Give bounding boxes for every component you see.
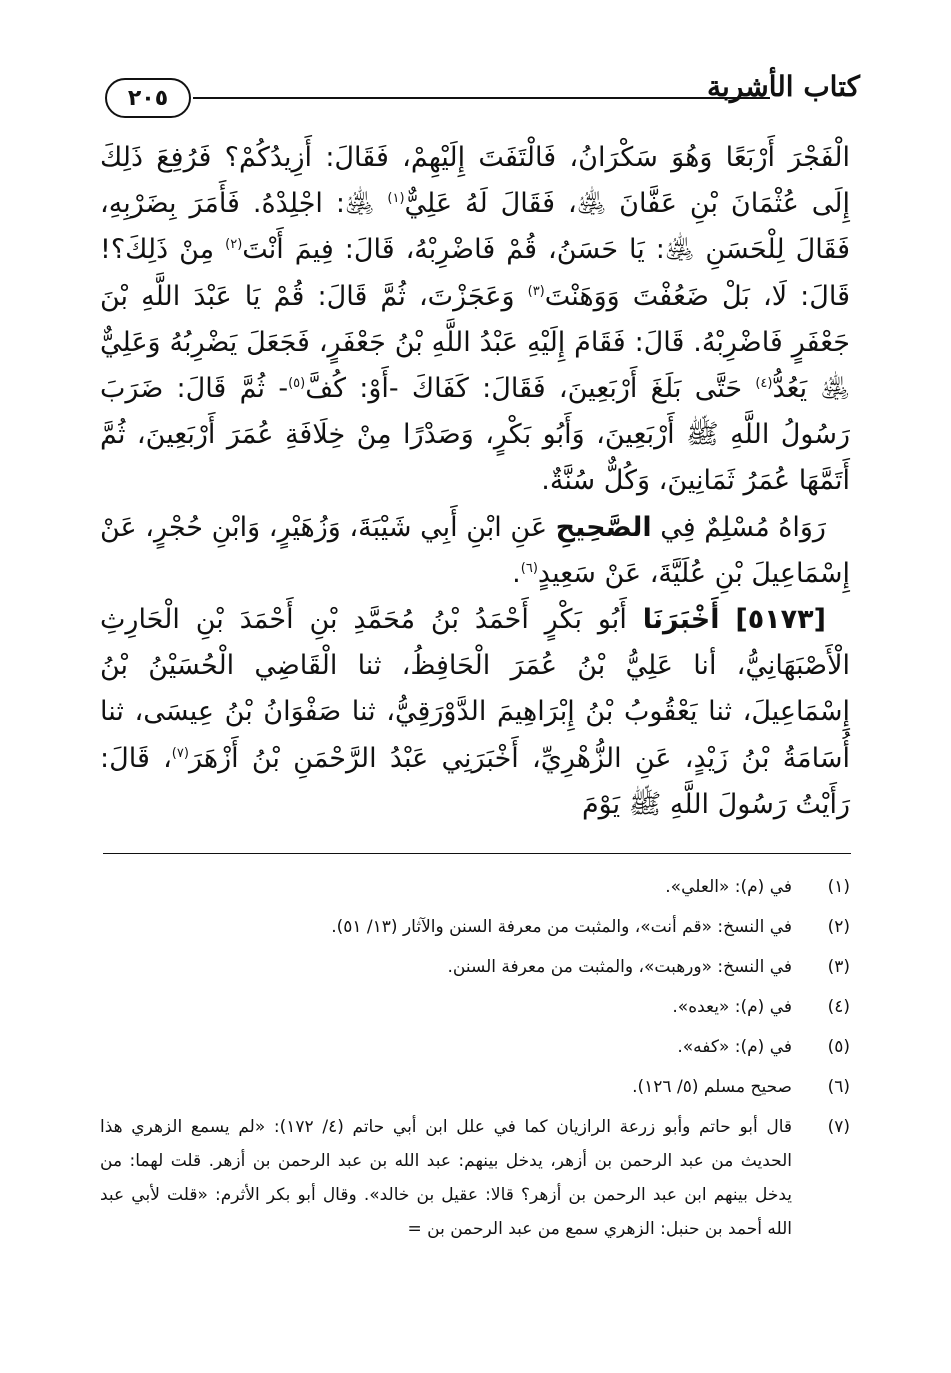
footnote-ref-1[interactable]: (١) xyxy=(387,191,405,207)
footnotes xyxy=(100,870,850,1252)
footnote-text: في (م): «العلي». xyxy=(665,877,792,897)
footnote-number: (٦) xyxy=(827,1077,850,1097)
footnote-item xyxy=(100,1070,850,1104)
footnote-number: (٢) xyxy=(827,917,850,937)
footnote-item xyxy=(100,870,850,904)
paragraph-hadith: [٥١٧٣] أَخْبَرَنَا أَبُو بَكْرٍ أَحْمَدُ بْنُ مُحَمَّدِ بْنِ أَحْمَدَ بْنِ الْحَارِثِ الْأَصْبَهَانِيُّ، أنا عَلِيُّ بْنُ عُمَرَ الْحَافِظُ، ثنا الْقَاضِي الْحُسَيْنُ بْنُ إِسْمَاعِيلَ، ثنا يَعْقُوبُ بْنُ إِبْرَاهِيمَ الدَّوْرَقِيُّ، ثنا صَفْوَانُ بْنُ عِيسَى، ثنا أُسَامَةُ بْنُ زَيْدٍ، عَنِ الزُّهْرِيِّ، أَخْبَرَنِي عَبْدُ الرَّحْمَنِ بْنُ أَزْهَرَ$^{(٧)}$، قَالَ: رَأَيْتُ رَسُولَ اللَّهِ ﷺ يَوْمَ xyxy=(100,604,850,820)
footnote-item xyxy=(100,1030,850,1064)
footnote-ref-3[interactable]: (٣) xyxy=(527,283,545,299)
footnote-number: (٥) xyxy=(827,1037,850,1057)
footnote-ref-7[interactable]: (٧) xyxy=(171,745,189,761)
akhbarana-word: أَخْبَرَنَا xyxy=(642,604,720,636)
footnote-item xyxy=(100,990,850,1024)
footnote-divider xyxy=(103,853,851,854)
page-number: ٢٠٥ xyxy=(105,78,191,118)
footnote-text: في (م): «كفه». xyxy=(677,1037,792,1057)
main-text xyxy=(100,135,850,828)
hadith-number: [٥١٧٣] xyxy=(735,604,826,636)
book-title: كتاب الأشربة xyxy=(707,70,860,103)
page-header xyxy=(95,70,860,130)
footnote-number: (١) xyxy=(827,877,850,897)
footnote-text: في النسخ: «قم أنت»، والمثبت من معرفة السنن والآثار (١٣/ ٥١). xyxy=(331,917,792,937)
footnote-ref-6[interactable]: (٦) xyxy=(520,560,538,576)
footnote-number: (٣) xyxy=(827,957,850,977)
header-rule xyxy=(193,97,770,99)
footnote-number: (٤) xyxy=(827,997,850,1017)
footnote-text: في (م): «يعده». xyxy=(672,997,792,1017)
footnote-text: في النسخ: «ورهبت»، والمثبت من معرفة السنن. xyxy=(447,957,792,977)
sahih-title: الصَّحِيحِ xyxy=(555,511,652,543)
paragraph-narration: الْفَجْرَ أَرْبَعًا وَهُوَ سَكْرَانُ، فَالْتَفَتَ إِلَيْهِمْ، فَقَالَ: أَزِيدُكُمْ؟ فَرُفِعَ ذَلِكَ إِلَى عُثْمَانَ بْنِ عَفَّانَ ﵁، فَقَالَ لَهُ عَلِيٌّ$^{(١)}$ ﵁: اجْلِدْهُ. فَأَمَرَ بِضَرْبِهِ، فَقَالَ لِلْحَسَنِ ﵁: يَا حَسَنُ، قُمْ فَاضْرِبْهُ، قَالَ: فِيمَ أَنْتَ$^{(٢)}$ مِنْ ذَلِكَ؟! قَالَ: لَا، بَلْ ضَعُفْتَ وَوَهَنْتَ$^{(٣)}$ وَعَجَزْتَ، ثُمَّ قَالَ: قُمْ يَا عَبْدَ اللَّهِ بْنَ جَعْفَرٍ فَاضْرِبْهُ. قَالَ: فَقَامَ إِلَيْهِ عَبْدُ اللَّهِ بْنُ جَعْفَرٍ، فَجَعَلَ يَضْرِبُهُ وَعَلِيٌّ ﵁ يَعُدُّ$^{(٤)}$ حَتَّى بَلَغَ أَرْبَعِينَ، فَقَالَ: كَفَاكَ -أَوْ: كُفَّ$^{(٥)}$- ثُمَّ قَالَ: ضَرَبَ رَسُولُ اللَّهِ ﷺ أَرْبَعِينَ، وَأَبُو بَكْرٍ، وَصَدْرًا مِنْ خِلَافَةِ عُمَرَ أَرْبَعِينَ، ثُمَّ أَتَمَّهَا عُمَرُ ثَمَانِينَ، وَكُلٌّ سُنَّةٌ. xyxy=(100,142,851,497)
footnote-item xyxy=(100,950,850,984)
footnote-text: قال أبو حاتم وأبو زرعة الرازيان كما في علل ابن أبي حاتم (٤/ ١٧٢): «لم يسمع الزهري هذا الحديث من عبد الرحمن بن أزهر، يدخل بينهم: عبد الله بن عبد الرحمن بن أزهر. قلت لهما: من يدخل بينهم ابن عبد الرحمن بن أزهر؟ قالا: عقيل بن خالد». وقال أبو بكر الأثرم: «قلت لأبي عبد الله أحمد بن حنبل: الزهري سمع من عبد الرحمن بن = xyxy=(100,1117,793,1239)
footnote-text: صحيح مسلم (٥/ ١٢٦). xyxy=(632,1077,792,1097)
paragraph-riwaya: رَوَاهُ مُسْلِمٌ فِي الصَّحِيحِ عَنِ ابْنِ أَبِي شَيْبَةَ، وَزُهَيْرٍ، وَابْنِ حُجْرٍ، عَنْ إِسْمَاعِيلَ بْنِ عُلَيَّةَ، عَنْ سَعِيدٍ$^{(٦)}$. xyxy=(100,511,850,589)
footnote-ref-4[interactable]: (٤) xyxy=(755,376,773,392)
footnote-ref-2[interactable]: (٢) xyxy=(225,237,243,253)
footnote-number: (٧) xyxy=(827,1117,850,1137)
footnote-item xyxy=(100,910,850,944)
footnote-item xyxy=(100,1110,850,1246)
footnote-ref-5[interactable]: (٥) xyxy=(288,376,306,392)
